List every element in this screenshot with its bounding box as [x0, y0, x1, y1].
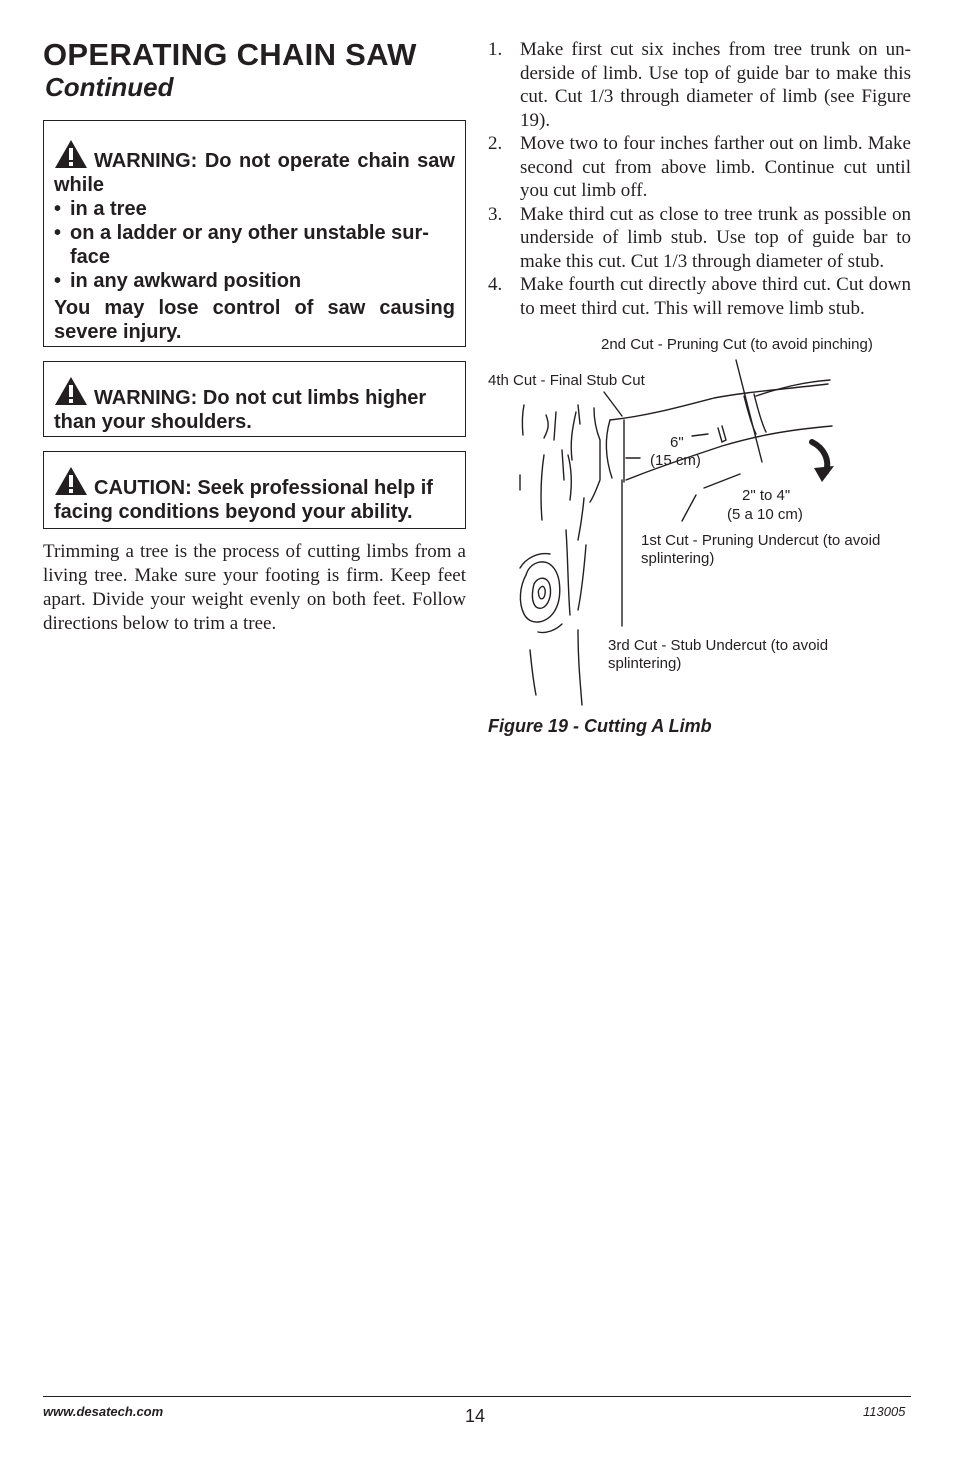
footer-rule	[43, 1396, 911, 1397]
footer-website: www.desatech.com	[43, 1404, 164, 1419]
step-item	[488, 132, 911, 203]
warning-heading-text: WARNING: Do not operate chain saw while	[54, 150, 455, 196]
label-1st-cut-line: 1st Cut - Pruning Undercut (to avoid	[641, 532, 881, 549]
left-column	[43, 38, 466, 636]
warning-triangle-icon	[54, 376, 88, 406]
step-number: 1.	[488, 39, 503, 60]
step-item	[488, 273, 911, 320]
step-number: 4.	[488, 274, 503, 295]
step-item	[488, 203, 911, 274]
page-number: 14	[465, 1406, 486, 1426]
warning-heading	[54, 139, 455, 197]
step-number: 3.	[488, 203, 503, 225]
warning-consequence: You may lose control of saw causing severe injury.	[54, 297, 455, 343]
label-3rd-cut-line: splintering)	[608, 655, 682, 672]
warning-bullet-list	[54, 197, 455, 293]
label-1st-cut-line: splintering)	[641, 550, 715, 567]
label-1st-cut	[641, 532, 880, 568]
label-15-cm: (15 cm)	[650, 452, 701, 469]
label-5-to-10-cm: (5 a 10 cm)	[727, 506, 803, 523]
intro-paragraph: Trimming a tree is the process of cutting limbs from a living tree. Make sure your footing is firm. Keep feet apart. Divide your weight evenly on both feet. Follow directions below to trim a tree.	[43, 541, 466, 634]
warning-box-operate	[43, 120, 466, 347]
label-3rd-cut	[608, 637, 828, 673]
warning-box-shoulders	[43, 361, 466, 437]
caution-box	[43, 451, 466, 529]
label-4th-cut: 4th Cut - Final Stub Cut	[488, 372, 645, 389]
label-3rd-cut-line: 3rd Cut - Stub Undercut (to avoid	[608, 637, 829, 654]
warning-triangle-icon	[54, 466, 88, 496]
step-item	[488, 38, 911, 132]
step-text: Move two to four inches farther out on limb. Make second cut from above limb. Continue cut until you cut limb off.	[520, 133, 911, 201]
label-2-to-4-inch: 2" to 4"	[742, 487, 791, 504]
warning-bullet: • in a tree	[54, 197, 455, 221]
limb-cutting-figure	[486, 330, 916, 720]
figure-caption: Figure 19 - Cutting A Limb	[488, 716, 712, 736]
warning-bullet: • in any awkward position	[54, 269, 455, 293]
caution-text: CAUTION: Seek professional help if facing conditions beyond your ability.	[54, 477, 433, 523]
steps-list	[488, 38, 911, 320]
warning-bullet: • on a ladder or any other unstable sur-face	[54, 221, 455, 269]
section-title: OPERATING CHAIN SAW	[43, 37, 417, 72]
right-column	[488, 38, 911, 320]
step-text: Make first cut six inches from tree trunk on un-derside of limb. Use top of guide bar to make this cut. Cut 1/3 through diameter of limb (see Figure 19).	[520, 39, 911, 131]
label-6-inch: 6"	[670, 434, 684, 451]
step-text: Make fourth cut directly above third cut. Cut down to meet third cut. This will remove limb stub.	[520, 274, 911, 319]
warning-text: WARNING: Do not cut limbs higher than your shoulders.	[54, 387, 427, 433]
step-number: 2.	[488, 133, 503, 154]
section-subtitle: Continued	[45, 72, 174, 102]
footer-doc-code: 113005	[863, 1404, 906, 1419]
step-text: Make third cut as close to tree trunk as possible on underside of limb stub. Use top of guide bar to make this cut. Cut 1/3 through diameter of stub.	[520, 203, 911, 272]
label-2nd-cut: 2nd Cut - Pruning Cut (to avoid pinching)	[601, 336, 873, 353]
warning-triangle-icon	[54, 139, 88, 169]
